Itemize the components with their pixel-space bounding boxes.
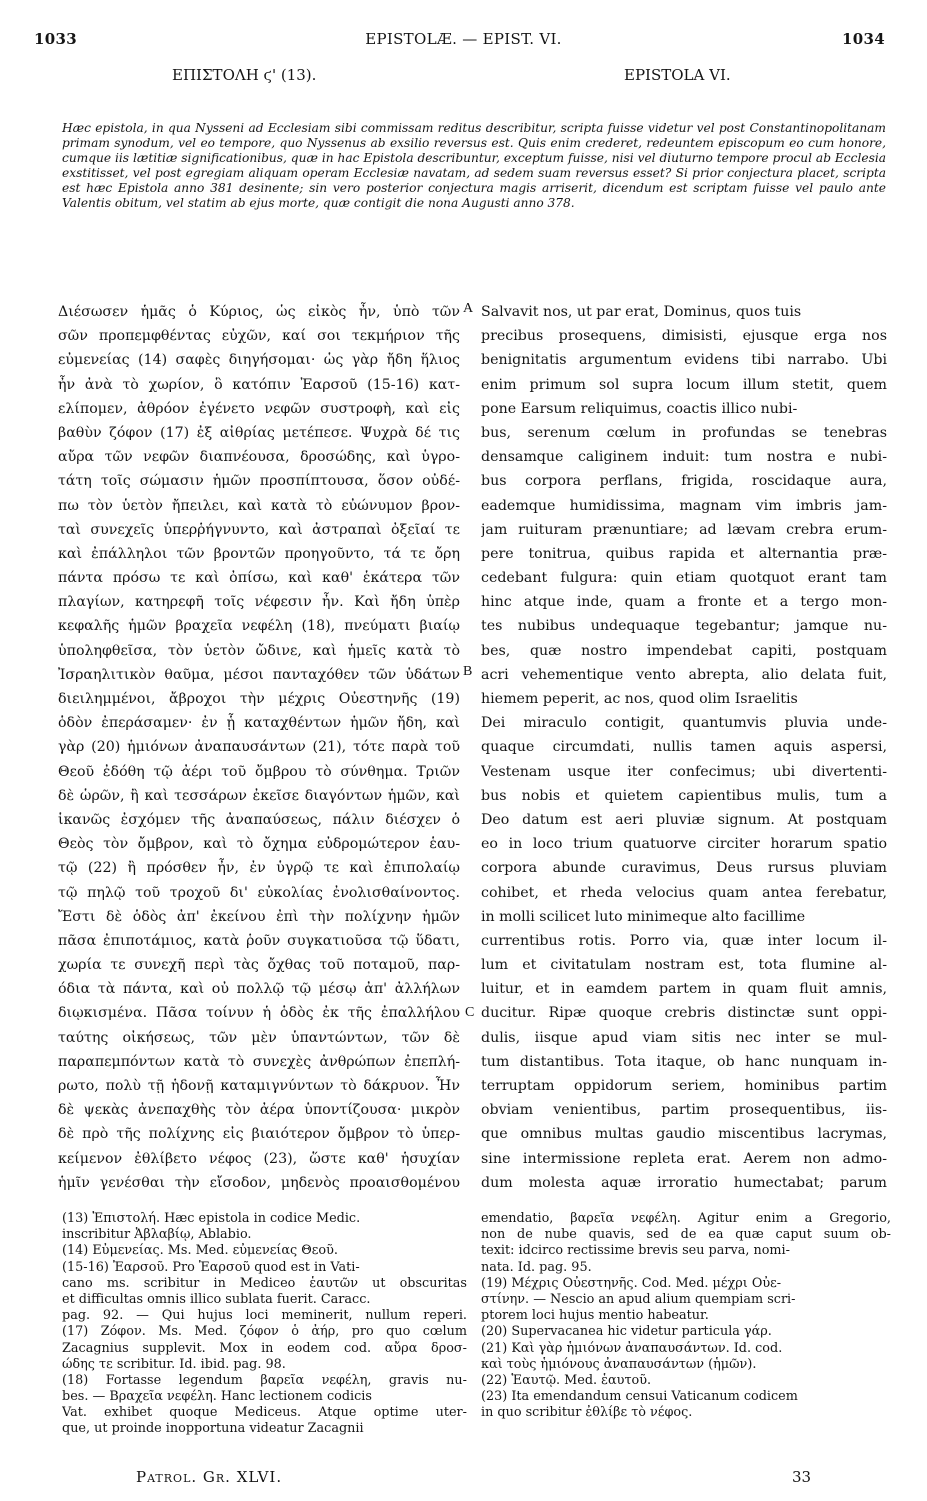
latin-text-line: eademque humidissima, magnam vim imbris jam- [481, 497, 887, 514]
latin-text-line: benignitatis argumentum evidens tibi narrabo. Ubi [481, 352, 887, 369]
footnote-line: Vat. exhibet quoque Mediceus. Atque optime uter- [62, 1405, 467, 1421]
latin-text-line: tum distantibus. Tota itaque, ob hanc nunquam in- [481, 1053, 887, 1070]
greek-text-line: ρωτο, πολὺ τῇ ἡδονῇ καταμιγνύντων τὸ δάκρυον. Ἦν [58, 1078, 460, 1094]
footnote-line: que, ut proinde inopportuna videatur Zacagnii [62, 1421, 364, 1437]
greek-text-column [58, 300, 460, 1195]
footnote-line: in quo scribitur ἐθλίβε τὸ νέφος. [481, 1405, 693, 1421]
greek-text-line: δὲ ψεκὰς ἀνεπαχθὴς τὸν ἀέρα ὑποντίζουσα· μικρὸν [58, 1102, 460, 1119]
greek-text-line: Θεὸς τὸν ὄμβρον, καὶ τὸ ὄχημα εὐδρομώτερον ἑαυ- [58, 836, 460, 853]
footnote-line: (19) Μέχρις Οὐεστηνῆς. Cod. Med. μέχρι Οὐε- [481, 1275, 782, 1291]
greek-text-line: τῷ (22) ἢ πρόσθεν ἦν, ἐν ὑγρῷ τε καὶ ἐπιπολαίῳ [58, 860, 460, 877]
latin-text-line: enim primum sol supra locum illum stetit, quem [481, 376, 887, 393]
greek-text-line: ἦν ἀνὰ τὸ χωρίον, ὃ κατόπιν Ἐαρσοῦ (15-16) κατ- [58, 376, 460, 393]
footnote-line: (15-16) Ἐαρσοῦ. Pro Ἐαρσοῦ quod est in Vati- [62, 1259, 360, 1275]
footnote-line: et difficultas omnis illico sublata fuerit. Caracc. [62, 1291, 371, 1307]
footnote-line: (14) Εὐμενείας. Ms. Med. εὐμενείας Θεοῦ. [62, 1243, 338, 1259]
latin-text-line: hiemem peperit, ac nos, quod olim Israelitis [481, 691, 798, 707]
latin-text-line: pere tonitrua, quibus rapida et alternantia præ- [481, 545, 887, 562]
latin-text-line: quaque circumdati, nullis tamen aquis aspersi, [481, 739, 887, 756]
latin-text-line: Salvavit nos, ut par erat, Dominus, quos tuis [481, 304, 802, 320]
margin-marker-a: A [463, 301, 474, 316]
latin-text-line: eo in loco trium quatuorve circiter horarum spatio [481, 836, 887, 853]
greek-text-line: ἱκανῶς ἐσχόμεν τῆς ἀναπαύσεως, πάλιν διέσχεν ὁ [58, 811, 460, 828]
latin-text-line: in molli scilicet luto minimeque alto facillime [481, 908, 806, 925]
latin-text-line: pone Earsum reliquimus, coactis illico nubi- [481, 400, 798, 417]
running-title: EPISTOLÆ. — EPIST. VI. [365, 30, 562, 48]
footnote-line: (18) Fortasse legendum βαρεῖα νεφέλη, gravis nu- [62, 1372, 467, 1388]
greek-text-line: κεφαλῆς ἡμῶν βραχεῖα νεφέλη (18), πνεύματι βιαίῳ [58, 618, 460, 635]
latin-text-line: Dei miraculo contigit, quantumvis pluvia unde- [481, 715, 887, 732]
margin-marker-b: B [463, 664, 473, 679]
latin-text-line: precibus prosequens, dimisisti, ejusque erga nos [481, 328, 887, 345]
intro-paragraph [62, 121, 886, 211]
margin-marker-c: C [465, 1005, 475, 1020]
latin-text-line: ducitur. Ripæ quoque crebris distinctæ sunt oppi- [481, 1005, 887, 1022]
latin-text-line: bus, serenum cœlum in profundas se tenebras [481, 424, 887, 441]
latin-text-line: corpora abunde curavimus, Deus rursus pluviam [481, 860, 887, 877]
latin-text-line: cohibet, et rheda velocius quam antea ferebatur, [481, 884, 887, 901]
greek-text-line: τῷ πηλῷ τοῦ τροχοῦ δι' εὐκολίας ἐνολισθαίνοντος. [58, 884, 460, 901]
latin-text-column [481, 300, 887, 1195]
greek-text-line: πλαγίων, κατηρεφῆ τοῖς νέφεσιν ἦν. Καὶ ἤδη ὑπὲρ [58, 594, 460, 611]
greek-text-line: ελίπομεν, ἀθρόον ἐγένετο νεφῶν συστροφὴ, καὶ εἰς [58, 400, 460, 417]
greek-text-line: ὁδὸν ἐπεράσαμεν· ἐν ᾗ καταχθέντων ἡμῶν ἤδη, καὶ [58, 715, 460, 732]
greek-text-line: Θεοῦ ἐδόθη τῷ ἀέρι τοῦ ὄμβρου τὸ σύνθημα. Τριῶν [58, 763, 460, 780]
greek-text-line: ταύτης οἰκήσεως, τῶν μὲν ὑπαντώντων, τῶν δὲ [58, 1029, 460, 1046]
greek-text-line: διῳκισμένα. Πᾶσα τοίνυν ἡ ὁδὸς ἐκ τῆς ἐπαλλήλου [58, 1005, 460, 1022]
latin-text-line: bus corpora perflans, frigida, roscidaque aura, [481, 473, 887, 490]
footnote-line: cano ms. scribitur in Mediceo ἑαυτῶν ut obscuritas [62, 1275, 467, 1291]
footnote-line: ptorem loci hujus mentio habeatur. [481, 1308, 709, 1324]
greek-text-line: δὲ πρὸ τῆς πολίχνης εἰς βιαιότερον ὄμβρον τὸ ὑπερ- [58, 1126, 460, 1143]
latin-text-line: densamque caliginem induit: tum nostra e nubi- [481, 449, 887, 466]
greek-text-line: όδια τὰ πάντα, καὶ οὐ πολλῷ τῷ μέσῳ ἀπ' ἀλλήλων [58, 981, 460, 998]
greek-text-line: βαθὺν ζόφον (17) ἐξ αἰθρίας μετέπεσε. Ψυχρὰ δέ τις [58, 424, 460, 441]
footnote-line: ώδης τε scribitur. Id. ibid. pag. 98. [62, 1356, 286, 1372]
footnote-line: (21) Καὶ γὰρ ἡμιόνων ἀναπαυσάντων. Id. cod. [481, 1340, 783, 1356]
greek-text-line: πω τὸν ὑετὸν ἤπειλει, καὶ κατὰ τὸ εὐώνυμον βρον- [58, 497, 460, 514]
greek-text-line: παραπεμπόντων κατὰ τὸ συνεχὲς ἀνθρώπων ἐπεπλή- [58, 1053, 460, 1070]
page-number-right: 1034 [842, 30, 885, 48]
footnotes-right [481, 1211, 891, 1421]
footnote-line: bes. — Βραχεῖα νεφέλη. Hanc lectionem codicis [62, 1389, 372, 1405]
footnote-line: texit: idcirco rectissime brevis seu parva, nomi- [481, 1243, 790, 1259]
latin-text-line: terruptam oppidorum seriem, hominibus partim [481, 1078, 887, 1094]
greek-text-line: Ἰσραηλιτικὸν θαῦμα, μέσοι πανταχόθεν τῶν ὑδάτων [58, 666, 460, 683]
greek-title: ΕΠΙΣΤΟΛΗ ϛ' (13). [172, 66, 317, 84]
latin-text-line: luitur, et in eamdem partem in quam fluit amnis, [481, 981, 887, 998]
greek-text-line: σῶν προπεμφθέντας εὐχῶν, καί σοι τεκμήριον τῆς [58, 328, 460, 345]
latin-text-line: dum molesta aquæ irroratio humectabat; parum [481, 1174, 887, 1191]
footnote-line: nata. Id. pag. 95. [481, 1259, 592, 1275]
greek-text-line: ἡμῖν γενέσθαι τὴν εἴσοδον, μηδενὸς προαισθομένου [58, 1174, 460, 1191]
footnote-line: non de nube quavis, sed de ea quæ caput suum ob- [481, 1227, 891, 1243]
greek-text-line: δὲ ὡρῶν, ἢ καὶ τεσσάρων ἐκεῖσε διαγόντων ἡμῶν, καὶ [58, 787, 460, 804]
footnote-line: (23) Ita emendandum censui Vaticanum codicem [481, 1389, 798, 1405]
latin-text-line: bus nobis et quietem capientibus mulis, tum a [481, 787, 887, 804]
greek-text-line: ὑποληφθεῖσα, τὸν ὑετὸν ὤδινε, καὶ ἡμεῖς κατὰ τὸ [58, 642, 460, 659]
latin-text-line: hinc atque inde, quam a fronte et a tergo mon- [481, 594, 887, 611]
greek-text-line: Ἔστι δὲ ὁδὸς ἀπ' ἐκείνου ἐπὶ τὴν πολίχνην ἡμῶν [58, 908, 460, 925]
greek-text-line: καὶ ἐπάλληλοι τῶν βροντῶν προηγοῦντο, τά τε ὄρη [58, 545, 460, 562]
latin-text-line: sine intermissione repleta erat. Aerem non admo- [481, 1150, 887, 1167]
intro-text: Hæc epistola, in qua Nysseni ad Ecclesiam sibi commissam reditus describitur, scripta fuisse videtur vel post Constantinopolitanam primam synodum, vel eo tempore, quo Nyssenus ab exsilio reversus est. Quis enim crederet, redeuntem episcopum eo cum honore, cumque iis lætitiæ significationibus, quæ in hac Epistola describuntur, exceptum fuisse, nisi vel diuturno tempore procul ab Ecclesia exstitisset, vel post egregiam aliquam operam Ecclesiæ navatam, ad sedem suam reversus esset? Si prior conjectura placet, scripta est hæc Epistola anno 381 desinente; sin vero posterior conjectura magis arriserit, dicendum est scriptam fuisse vel paulo ante Valentis obitum, vel statim ab ejus morte, quæ contigit die nona Augusti anno 378. [62, 121, 886, 210]
latin-text-line: dulis, iisque apud viam sitis nec inter se mul- [481, 1029, 887, 1046]
page-number-left: 1033 [34, 30, 77, 48]
latin-text-line: cedebant fulgura: quin etiam quotquot erant tam [481, 570, 887, 587]
latin-title: EPISTOLA VI. [624, 66, 731, 84]
greek-text-line: διειλημμένοι, ἄβροχοι τὴν μέχρις Οὐεστηνῆς (19) [58, 691, 460, 707]
footnote-line: Zacagnius supplevit. Mox in eodem cod. αὔρα δροσ- [62, 1340, 467, 1356]
greek-text-line: πᾶσα ἐπιποτάμιος, κατὰ ῥοῦν συγκατιοῦσα τῷ ὕδατι, [58, 932, 460, 949]
footnote-line: (22) Ἑαυτῷ. Med. ἑαυτοῦ. [481, 1372, 652, 1388]
latin-text-line: Deo datum est aeri pluviæ signum. At postquam [481, 811, 887, 828]
latin-text-line: tes nubibus undequaque tegebantur; jamque nu- [481, 618, 887, 635]
greek-text-line: γὰρ (20) ἡμιόνων ἀναπαυσάντων (21), τότε παρὰ τοῦ [58, 739, 460, 756]
footer-page-number: 33 [792, 1468, 812, 1486]
footnote-line: στίνην. — Nescio an apud alium quempiam scri- [481, 1291, 796, 1307]
greek-text-line: κείμενον ἐθλίβετο νέφος (23), ὥστε καθ' ἡσυχίαν [58, 1150, 460, 1167]
footnote-line: (17) Ζόφον. Ms. Med. ζόφον ὁ ἀήρ, pro quo cœlum [62, 1324, 467, 1340]
footnote-line: καὶ τοὺς ἡμιόνους ἀναπαυσάντων (ἡμῶν). [481, 1356, 757, 1372]
latin-text-line: bes, quæ nostro impendebat capiti, postquam [481, 642, 887, 659]
greek-text-line: Διέσωσεν ἡμᾶς ὁ Κύριος, ὡς εἰκὸς ἦν, ὑπὸ τῶν [58, 304, 460, 320]
greek-text-line: χωρία τε συνεχῆ περὶ τὰς ὄχθας τοῦ ποταμοῦ, παρ- [58, 957, 460, 974]
latin-text-line: acri vehementique vento abrepta, alio delata fuit, [481, 666, 887, 683]
latin-text-line: currentibus rotis. Porro via, quæ inter locum il- [481, 932, 887, 949]
latin-text-line: obviam venientibus, partim prosequentibus, iis- [481, 1102, 887, 1119]
greek-text-line: ταὶ συνεχεῖς ὑπερῥήγνυντο, καὶ ἀστραπαὶ ὀξεῖαί τε [58, 521, 460, 538]
footnote-line: emendatio, βαρεῖα νεφέλη. Agitur enim a Gregorio, [481, 1211, 891, 1226]
footnotes-left [62, 1211, 467, 1438]
latin-text-line: jam ruituram prænuntiare; ad lævam crebra erum- [481, 521, 887, 538]
latin-text-line: lum et civitatulam nostram est, tota flumine al- [481, 957, 887, 974]
footnote-line: (13) Ἐπιστολή. Hæc epistola in codice Medic. [62, 1211, 361, 1226]
footnote-line: inscribitur Ἀβλαβίῳ, Ablabio. [62, 1227, 252, 1243]
greek-text-line: αὔρα τῶν νεφῶν διαπνέουσα, δροσώδης, καὶ ὑγρο- [58, 449, 460, 466]
footer-patrologia: Patrol. Gr. XLVI. [136, 1468, 283, 1486]
latin-text-line: Vestenam usque iter confecimus; ubi divertenti- [481, 763, 887, 780]
footnote-line: pag. 92. — Qui hujus loci meminerit, nullum reperi. [62, 1308, 467, 1324]
greek-text-line: τάτη τοῖς σώμασιν ἡμῶν προσπίπτουσα, ὅσον οὐδέ- [58, 473, 460, 490]
greek-text-line: εὐμενείας (14) σαφὲς διηγήσομαι· ὡς γὰρ ἤδη ἥλιος [58, 352, 460, 369]
latin-text-line: que omnibus multas gaudio miscentibus lacrymas, [481, 1126, 887, 1143]
footnote-line: (20) Supervacanea hic videtur particula γάρ. [481, 1324, 772, 1340]
greek-text-line: πάντα πρόσω τε καὶ ὀπίσω, καὶ καθ' ἑκάτερα τῶν [58, 570, 460, 587]
